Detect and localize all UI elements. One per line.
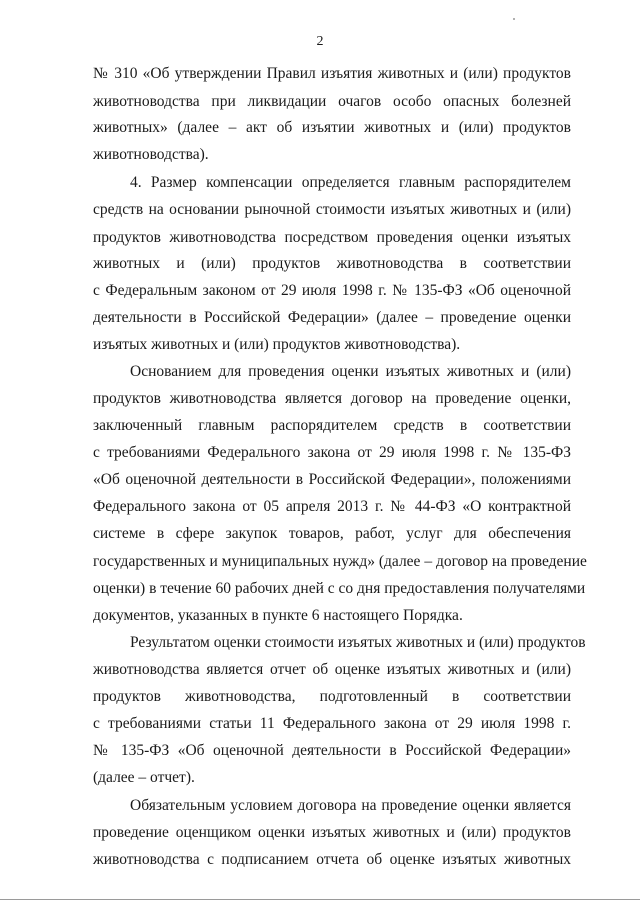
text-line: заключенный главным распорядителем средств в соответствии <box>93 417 571 434</box>
text-line: системе в сфере закупок товаров, работ, услуг для обеспечения <box>93 525 571 542</box>
paragraph-first-line: Основанием для проведения оценки изъятых животных и (или) <box>130 363 571 380</box>
text-line: государственных и муниципальных нужд» (далее – договор на проведение <box>93 553 587 570</box>
text-line: животноводства с подписанием отчета об оценке изъятых животных <box>93 851 571 868</box>
bottom-rule <box>0 899 640 900</box>
text-line: «Об оценочной деятельности в Российской Федерации», положениями <box>93 471 571 488</box>
text-line: деятельности в Российской Федерации» (далее – проведение оценки <box>93 309 571 326</box>
text-line: изъятых животных и (или) продуктов животноводства). <box>93 336 461 353</box>
text-line: средств на основании рыночной стоимости изъятых животных и (или) <box>93 201 571 218</box>
page-number: 2 <box>316 34 324 49</box>
scan-speck <box>513 18 515 20</box>
text-line: с требованиями статьи 11 Федерального закона от 29 июля 1998 г. <box>93 715 571 732</box>
paragraph-first-line: Результатом оценки стоимости изъятых животных и (или) продуктов <box>130 634 586 651</box>
text-line: животноводства является отчет об оценке изъятых животных и (или) <box>93 661 571 678</box>
text-line: № 310 «Об утверждении Правил изъятия животных и (или) продуктов <box>93 65 571 82</box>
text-line: продуктов животноводства, подготовленный в соответствии <box>93 688 571 705</box>
text-line: животноводства при ликвидации очагов особо опасных болезней <box>93 93 571 110</box>
text-line: животных» (далее – акт об изъятии животных и (или) продуктов <box>93 119 571 136</box>
text-line: с требованиями Федерального закона от 29 июля 1998 г. № 135-ФЗ <box>93 444 571 461</box>
paragraph-first-line: Обязательным условием договора на проведение оценки является <box>130 797 571 814</box>
text-line: оценки) в течение 60 рабочих дней с со дня предоставления получателями <box>93 580 586 597</box>
text-line: проведение оценщиком оценки изъятых животных и (или) продуктов <box>93 824 571 841</box>
text-line: продуктов животноводства является договор на проведение оценки, <box>93 390 571 407</box>
text-line: продуктов животноводства посредством проведения оценки изъятых <box>93 229 571 246</box>
text-line: № 135-ФЗ «Об оценочной деятельности в Российской Федерации» <box>93 742 571 759</box>
text-line: Федерального закона от 05 апреля 2013 г. № 44-ФЗ «О контрактной <box>93 498 571 515</box>
text-line: документов, указанных в пункте 6 настоящего Порядка. <box>93 607 463 624</box>
text-line: (далее – отчет). <box>93 769 195 786</box>
text-line: с Федеральным законом от 29 июля 1998 г. № 135-ФЗ «Об оценочной <box>93 282 571 299</box>
paragraph-first-line: 4. Размер компенсации определяется главным распорядителем <box>130 174 571 191</box>
text-line: животных и (или) продуктов животноводства в соответствии <box>93 255 571 272</box>
text-line: животноводства). <box>93 146 209 163</box>
